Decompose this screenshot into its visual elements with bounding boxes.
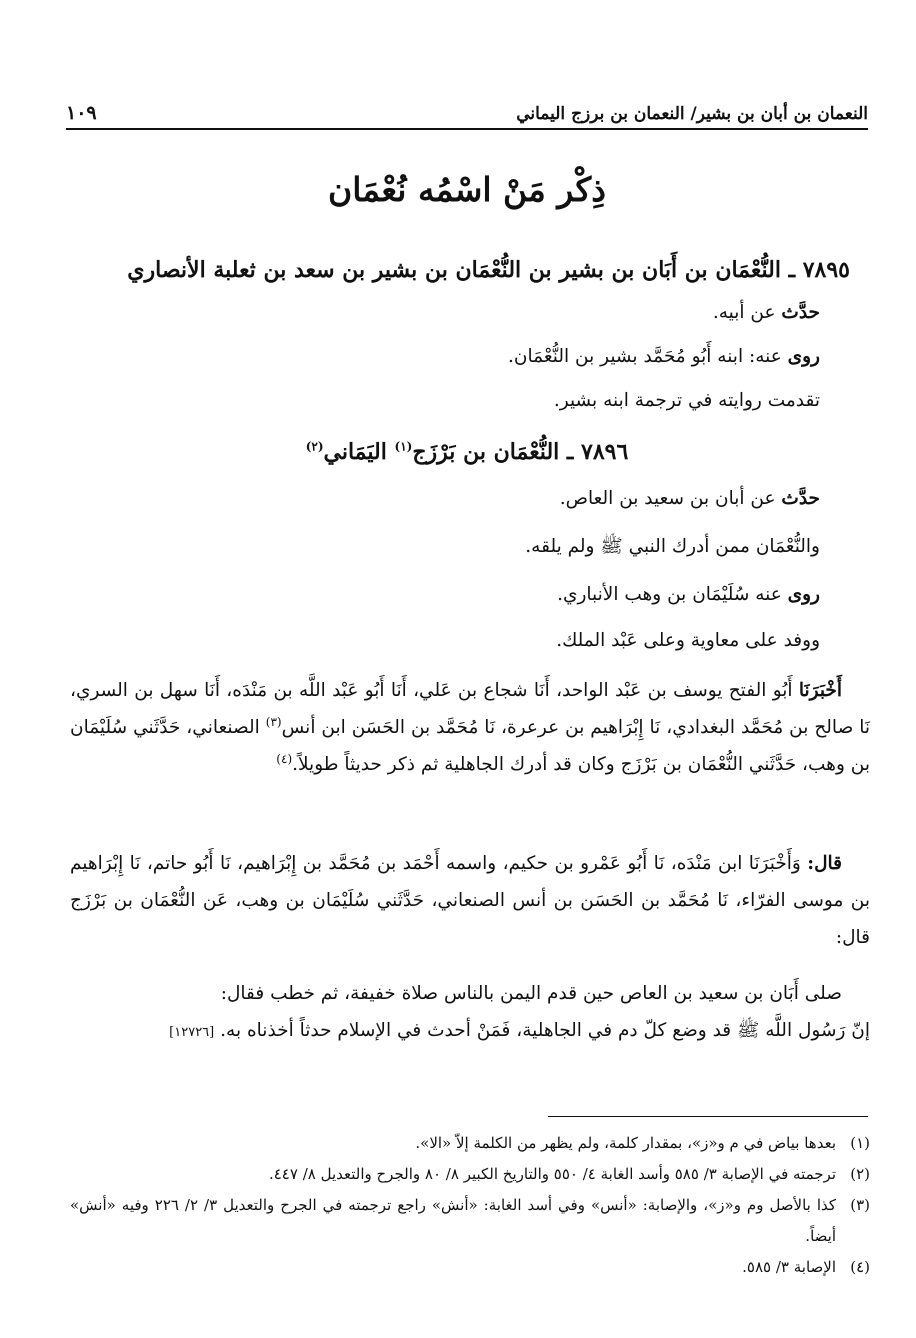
line-text: ووفد على معاوية وعلى عَبْد الملك. [556,630,820,651]
footnote-number: (٤) [850,1258,870,1276]
entry-line [556,624,820,658]
paragraph-lead: قال: [807,853,842,874]
line-keyword: حدَّث [781,302,820,323]
entry-line [557,578,820,612]
page-number: ١٠٩ [66,102,97,124]
entry-line [560,482,820,516]
entry-title-7896 [66,432,868,472]
footnote-ref: (٤) [276,751,293,766]
hadith-line-text: إنّ رَسُول اللَّه ﷺ قد وضع كلّ دم في الجاهلية، فَمَنْ أحدث في الإسلام حدثاً أخذناه به. [220,1020,870,1041]
footnote-text: الإصابة ٣/ ٥٨٥. [742,1258,836,1276]
entry-title-main: ٧٨٩٦ ـ النُّعْمَان بن بَرْزَج [412,439,629,465]
entry-title-7895: ٧٨٩٥ ـ النُّعْمَان بن أَبَان بن بشير بن النُّعْمَان بن بشير بن سعد بن ثعلبة الأنصاري [127,257,850,283]
line-keyword: روى [787,346,820,367]
line-keyword: روى [787,584,820,605]
footnote-divider [548,1116,868,1117]
line-text: والنُّعْمَان ممن أدرك النبي ﷺ ولم يلقه. [525,536,820,557]
hadith-line [70,1012,870,1051]
line-text: عن أبيه. [712,302,782,323]
footnote-number: (١) [850,1134,870,1152]
hadith-number: [١٢٧٢٦] [169,1025,215,1040]
entry-title-tail: اليَمَاني [323,439,395,465]
running-title: النعمان بن أبان بن بشير/ النعمان بن برزج اليماني [516,104,868,124]
footnote-number: (٣) [850,1196,870,1214]
footnote-text: بعدها بياض في م و«ز»، بمقدار كلمة، ولم يظهر من الكلمة إلاّ «الا». [415,1134,836,1152]
footnote-ref: (٣) [265,714,282,729]
section-heading: ذِكْر مَنْ اسْمُه نُعْمَان [328,170,606,209]
line-text: عنه سُلَيْمَان بن وهب الأنباري. [557,584,788,605]
paragraph-text: وَأَخْبَرَنَا ابن مَنْدَه، نَا أَبُو عَمْرو بن حكيم، واسمه أَحْمَد بن مُحَمَّد بن إِبْرَاهيم، نَا أَبُو حاتم، نَا إِبْرَاهيم بن موسى الفرّاء، نَا مُحَمَّد بن الحَسَن بن أنس الصنعاني، حَدَّثَني سُلَيْمَان بن وهب، عَن النُّعْمَان بن بَرْزَج قال: [70,853,870,948]
line-text: عن أبان بن سعيد بن العاص. [559,488,782,509]
paragraph-text: الصنعاني، حَدَّثَني سُلَيْمَان بن وهب، حَدَّثَني النُّعْمَان بن بَرْزَج وكان قد أدرك الجاهلية ثم ذكر حديثاً طويلاً. [70,717,870,775]
line-text: عنه: ابنه أَبُو مُحَمَّد بشير بن النُّعْمَان. [508,346,788,367]
footnote-ref: (٢) [305,439,324,454]
paragraph-text: أَبُو الفتح يوسف بن عَبْد الواحد، أَنَا شجاع بن عَلي، أَنَا أَبُو عَبْد اللَّه بن مَنْدَه، أَنَا سهل بن السري، نَا صالح بن مُحَمَّد البغدادي، نَا إِبْرَاهيم بن عرعرة، نَا مُحَمَّد بن الحَسَن ابن أنس [70,680,870,738]
isnad-paragraph-1 [70,672,870,783]
footnote [70,1128,870,1159]
entry-line [508,340,820,374]
footnote [70,1252,870,1283]
running-header [66,88,868,130]
footnote-text: ترجمته في الإصابة ٣/ ٥٨٥ وأسد الغابة ٤/ ٥٥٠ والتاريخ الكبير ٨/ ٨٠ والجرح والتعديل ٨/ ٤٤٧. [268,1165,836,1183]
footnote [70,1190,870,1252]
footnotes [70,1128,870,1283]
line-keyword: حدَّث [781,488,820,509]
footnote [70,1159,870,1190]
hadith-line: صلى أَبَان بن سعيد بن العاص حين قدم اليمن بالناس صلاة خفيفة، ثم خطب فقال: [220,983,842,1004]
line-text: تقدمت روايته في ترجمة ابنه بشير. [553,390,820,411]
entry-line [554,384,820,418]
footnote-number: (٢) [850,1165,870,1183]
paragraph-lead: أَخْبَرَنَا [798,680,842,701]
isnad-paragraph-2 [70,845,870,956]
entry-line [525,530,820,564]
footnote-ref: (١) [394,439,413,454]
entry-line [713,296,820,330]
footnote-text: كذا بالأصل وم و«ز»، والإصابة: «أنس» وفي أسد الغابة: «أنش» راجع ترجمته في الجرح والتعديل ٣/ ٢/ ٢٢٦ وفيه «أنش» أيضاً. [70,1196,836,1245]
hadith-text [70,975,870,1051]
